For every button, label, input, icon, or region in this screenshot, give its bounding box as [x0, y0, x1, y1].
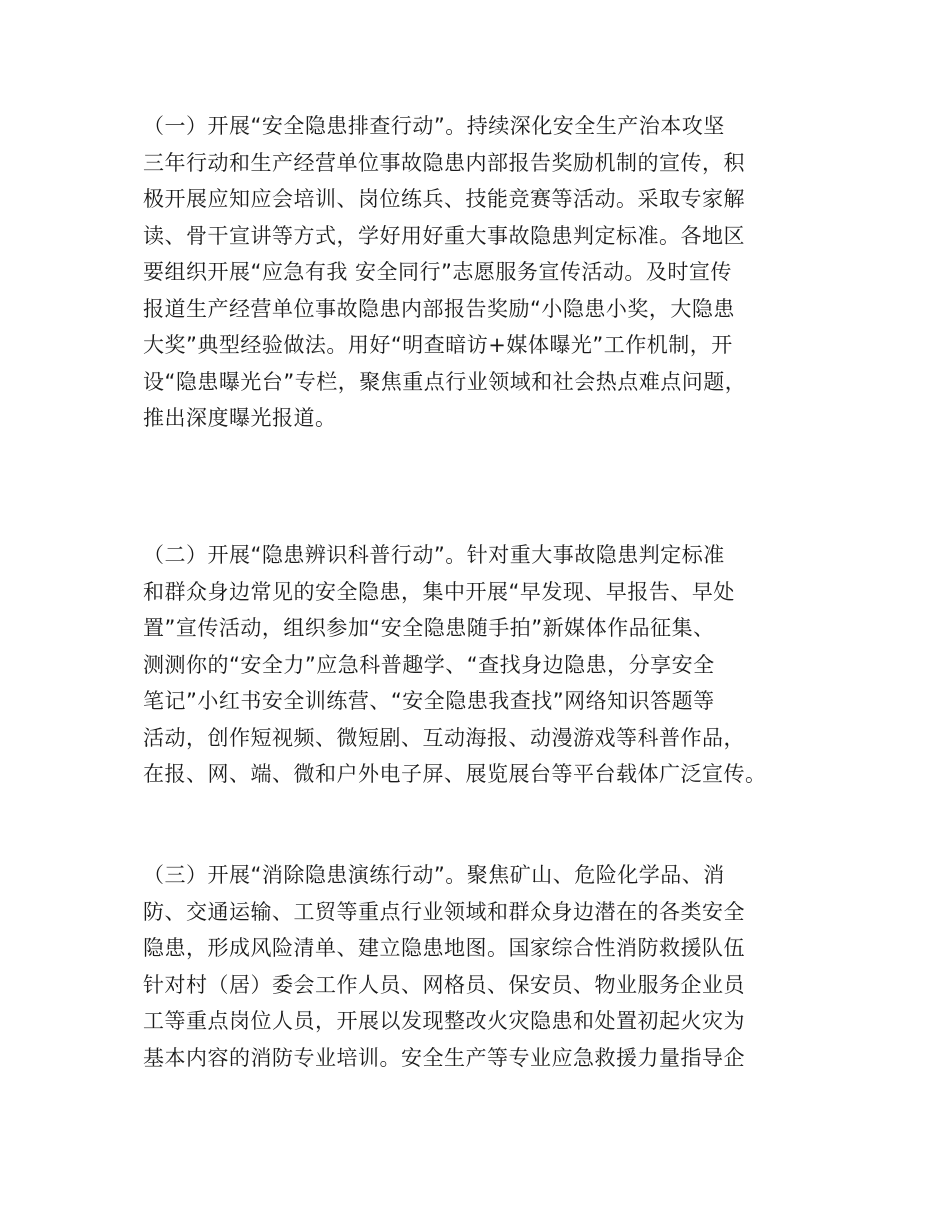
paragraph-line: 测测你的“安全力”应急科普趣学、“查找身边隐患，分享安全 — [143, 652, 715, 677]
paragraph-line: （一）开展“安全隐患排查行动”。持续深化安全生产治本攻坚 — [143, 114, 725, 138]
paragraph-line: 三年行动和生产经营单位事故隐患内部报告奖励机制的宣传，积 — [143, 150, 745, 175]
paragraph-line: 报道生产经营单位事故隐患内部报告奖励“小隐患小奖，大隐患 — [143, 296, 735, 321]
paragraph-line: 置”宣传活动，组织参加“安全隐患随手拍”新媒体作品征集、 — [143, 616, 715, 640]
paragraph-line: 基本内容的消防专业培训。安全生产等专业应急救援力量指导企 — [143, 1045, 745, 1070]
paragraph-line: 读、骨干宣讲等方式，学好用好重大事故隐患判定标准。各地区 — [143, 223, 745, 248]
paragraph-line: 在报、网、端、微和户外电子屏、展览展台等平台载体广泛宣传。 — [143, 762, 767, 786]
paragraph-line: 推出深度曝光报道。 — [143, 406, 337, 430]
paragraph-2 — [143, 537, 813, 793]
paragraph-line: 笔记”小红书安全训练营、“安全隐患我查找”网络知识答题等 — [143, 689, 715, 713]
paragraph-line: 极开展应知应会培训、岗位练兵、技能竞赛等活动。采取专家解 — [143, 187, 745, 211]
paragraph-line: 和群众身边常见的安全隐患，集中开展“早发现、早报告、早处 — [143, 579, 735, 604]
paragraph-line: （三）开展“消除隐患演练行动”。聚焦矿山、危险化学品、消 — [143, 863, 725, 887]
paragraph-line: 活动，创作短视频、微短剧、互动海报、动漫游戏等科普作品， — [143, 725, 745, 750]
paragraph-line: （二）开展“隐患辨识科普行动”。针对重大事故隐患判定标准 — [143, 543, 725, 567]
paragraph-line: 工等重点岗位人员，开展以发现整改火灾隐患和处置初起火灾为 — [143, 1009, 745, 1033]
paragraph-line: 大奖”典型经验做法。用好“明查暗访+媒体曝光”工作机制，开 — [143, 333, 733, 357]
paragraph-line: 针对村（居）委会工作人员、网格员、保安员、物业服务企业员 — [143, 972, 745, 997]
paragraph-line: 设“隐患曝光台”专栏，聚焦重点行业领域和社会热点难点问题， — [143, 369, 747, 394]
paragraph-line: 防、交通运输、工贸等重点行业领域和群众身边潜在的各类安全 — [143, 899, 745, 924]
paragraph-1 — [143, 108, 813, 437]
paragraph-line: 隐患，形成风险清单、建立隐患地图。国家综合性消防救援队伍 — [143, 936, 745, 960]
paragraph-3 — [143, 857, 813, 1076]
paragraph-line: 要组织开展“应急有我 安全同行”志愿服务宣传活动。及时宣传 — [143, 260, 732, 284]
